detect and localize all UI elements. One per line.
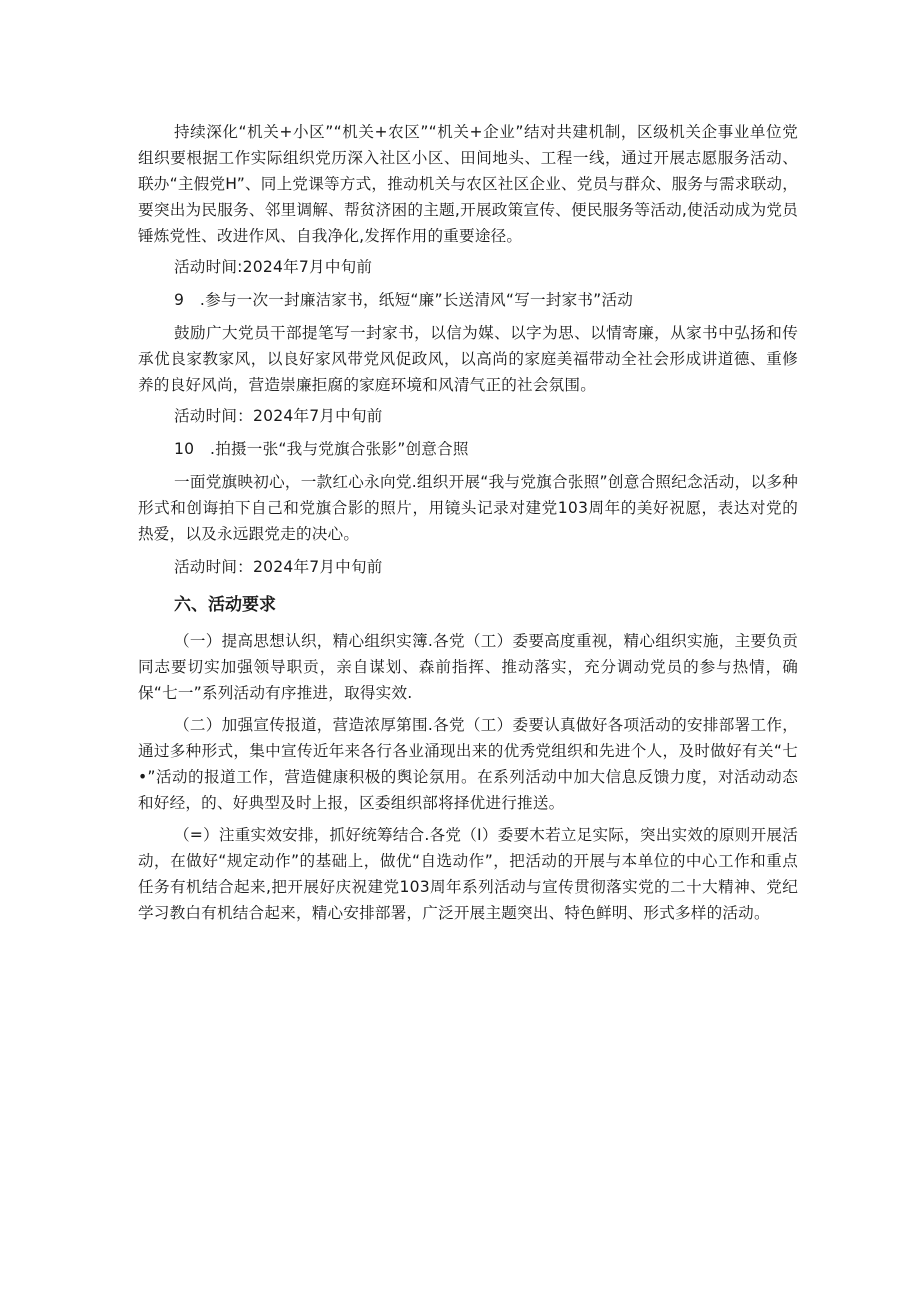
paragraph-joint-construction: 持续深化“机关+小区”“机关+农区”“机关+企业”结对共建机制，区级机关企事业单位党组织要根据工作实际组织党历深入社区小区、田间地头、工程一线，通过开展志愿服务活动、联办“主假党H”、同上党课等方式，推动机关与农区社区企业、党员与群众、服务与需求联动，要突出为民服务、邻里调解、帮贫济困的主题,开展政策宣传、便民服务等活动,使活动成为党员锤炼党性、改进作风、自我净化,发挥作用的重要途径。 <box>138 123 798 245</box>
section-6-heading: 六、活动要求 <box>174 595 276 615</box>
item-10-title: 10 .拍摄一张“我与党旗合张影”创意合照 <box>174 440 469 458</box>
activity-time-2: 活动时间：2024年7月中旬前 <box>174 407 383 425</box>
activity-time-1: 活动时间:2024年7月中旬前 <box>174 258 373 276</box>
paragraph-family-letter: 鼓励广大党员干部提笔写一封家书，以信为媒、以字为思、以情寄廉，从家书中弘扬和传承优良家教家风，以良好家风带党风促政风，以高尚的家庭美福带动全社会形成讲道德、重修养的良好风尚，营造崇廉拒腐的家庭环境和风清气正的社会氛围。 <box>138 324 798 394</box>
paragraph-party-flag-photo: 一面党旗映初心，一款红心永向党.组织开展“我与党旗合张照”创意合照纪念活动，以多种形式和创诲拍下自己和党旗合影的照片，用镜头记录对建党103周年的美好祝愿，表达对党的热爱，以及永远跟党走的决心。 <box>138 473 798 543</box>
requirement-2: （二）加强宣传报道，营造浓厚第围.各党（工）委要认真做好各项活动的安排部署工作，通过多种形式，集中宣传近年来各行各业涌现出来的优秀党组织和先进个人，及时做好有关“七•”活动的报道工作，营造健康积极的舆论氛用。在系列活动中加大信息反馈力度，对活动动态和好经，的、好典型及时上报，区委组织部将择优进行推送。 <box>138 716 798 812</box>
requirement-1: （一）提高思想认织，精心组织实簿.各党（工）委要高度重视，精心组织实施，主要负贡同志要切实加强领导职贡，亲自谋划、森前指挥、推动落实，充分调动党员的参与热情，确保“七一”系列活动有序推进，取得实效. <box>138 632 798 702</box>
item-9-title: 9 .参与一次一封廉洁家书，纸短“廉”长送清风“写一封家书”活动 <box>174 291 634 309</box>
requirement-3: （=）注重实效安排，抓好统筹结合.各党（I）委要木若立足实际，突出实效的原则开展活动，在做好“规定动作”的基础上，做优“自选动作”，把活动的开展与本单位的中心工作和重点任务有机结合起来,把开展好庆祝建党103周年系列活动与宣传贯彻落实党的二十大精神、党纪学习教白有机结合起来，精心安排部署，广泛开展主题突出、特色鲜明、形式多样的活动。 <box>138 826 798 922</box>
activity-time-3: 活动时间：2024年7月中旬前 <box>174 558 383 576</box>
